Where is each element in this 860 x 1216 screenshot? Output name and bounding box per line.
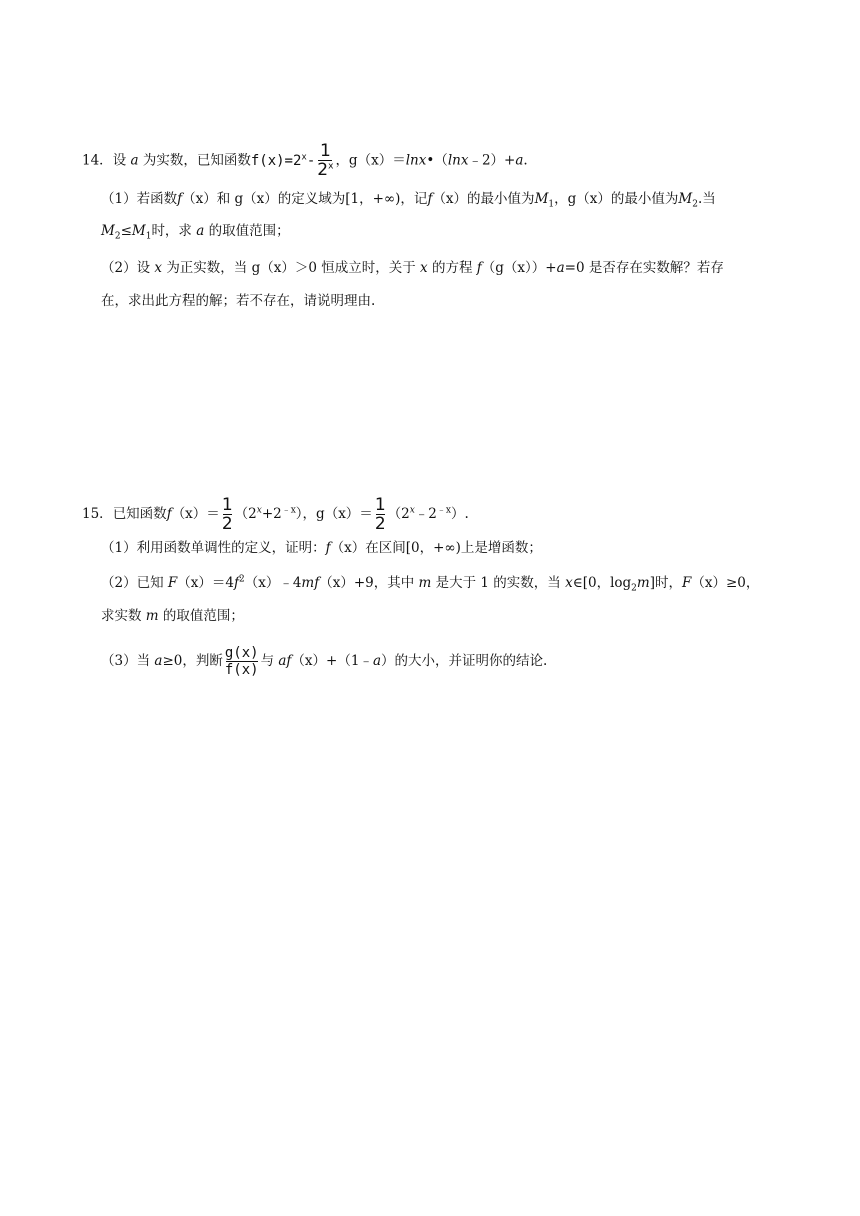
text-fragment: ）. xyxy=(450,506,469,522)
text-fragment: m xyxy=(636,575,650,591)
q15-f-half xyxy=(222,496,233,533)
text-fragment: （x）﹣4 xyxy=(244,575,302,591)
text-fragment: （1）利用函数单调性的定义，证明： xyxy=(101,540,326,556)
q14-part1-line2 xyxy=(101,222,290,240)
text-fragment: ﹣x xyxy=(281,505,296,516)
text-fragment: 1 xyxy=(221,495,233,515)
text-fragment: f xyxy=(233,575,239,591)
text-fragment: ），g（x）＝ xyxy=(295,506,373,522)
q15-part2-line2 xyxy=(101,607,244,625)
text-fragment: lnx xyxy=(405,152,427,169)
text-fragment: 在，求出此方程的解；若不存在，请说明理由. xyxy=(101,293,376,309)
text-fragment: a xyxy=(372,653,381,669)
text-fragment: （x）的最小值为 xyxy=(432,191,535,207)
text-fragment: 的方程 xyxy=(431,260,473,276)
text-fragment: （3）当 xyxy=(101,653,151,669)
text-fragment: x xyxy=(301,151,307,162)
q15-number: 15． xyxy=(82,506,113,522)
text-fragment: 1 xyxy=(319,141,331,161)
text-fragment: af xyxy=(278,653,292,669)
q15-part1 xyxy=(101,539,542,557)
text-fragment: f xyxy=(476,260,482,276)
text-fragment: .当 xyxy=(697,191,716,207)
q15-part3 xyxy=(101,645,547,678)
text-fragment: f(x) xyxy=(224,662,259,678)
text-fragment: 的取值范围； xyxy=(162,608,244,624)
text-fragment: 1 xyxy=(548,199,555,210)
text-fragment: f xyxy=(325,540,331,556)
text-fragment: - xyxy=(306,152,316,169)
text-fragment: M xyxy=(101,223,115,239)
text-fragment: F xyxy=(167,575,178,591)
text-fragment: （2）已知 xyxy=(101,575,164,591)
text-fragment: （x）＝ xyxy=(171,506,220,522)
text-fragment: 为正实数，当 g（x）＞0 恒成立时，关于 xyxy=(166,260,416,276)
text-fragment: ﹣2 xyxy=(414,506,437,522)
text-fragment: mf xyxy=(301,575,320,591)
text-fragment: ﹣2）+ xyxy=(468,152,516,169)
text-fragment: a xyxy=(130,152,139,169)
q14-number: 14． xyxy=(82,152,113,169)
q14-f-fraction xyxy=(317,142,333,179)
text-fragment: （x）和 g（x）的定义域为[1，+∞)，记 xyxy=(182,191,428,207)
text-fragment: x xyxy=(154,260,163,276)
text-fragment: =0 是否存在实数解？若存 xyxy=(564,260,724,276)
q15-ratio-fraction xyxy=(225,645,259,678)
text-fragment: （1）若函数 xyxy=(101,191,178,207)
text-fragment: a xyxy=(515,152,524,169)
text-fragment: 已知函数 xyxy=(112,506,167,522)
text-fragment: ）的大小，并证明你的结论. xyxy=(381,653,548,669)
text-fragment: 2 xyxy=(631,583,637,594)
text-fragment: 求实数 xyxy=(101,608,142,624)
q14-part1-line1 xyxy=(101,190,716,208)
text-fragment: ，g（x）＝ xyxy=(335,152,406,169)
text-fragment: 2 xyxy=(238,574,245,585)
text-fragment: a xyxy=(154,653,163,669)
text-fragment: ]时， xyxy=(649,575,682,591)
text-fragment: g(x) xyxy=(224,645,259,661)
text-fragment: （x）+9，其中 xyxy=(319,575,415,591)
text-fragment: M xyxy=(131,223,146,239)
text-fragment: m xyxy=(145,608,159,624)
text-fragment: x xyxy=(328,161,334,172)
text-fragment: （x）≥0， xyxy=(691,575,760,591)
q15-stem xyxy=(82,496,469,533)
text-fragment: •（ xyxy=(426,152,448,169)
text-fragment: M xyxy=(678,191,693,207)
text-fragment: F xyxy=(682,575,692,591)
q15-part2-line1 xyxy=(101,574,759,592)
text-fragment: 2 xyxy=(317,160,329,180)
text-fragment: 1 xyxy=(145,231,152,242)
text-fragment: 2 xyxy=(221,514,233,534)
text-fragment: ≥0，判断 xyxy=(162,653,223,669)
q14-stem xyxy=(82,142,528,179)
q15-g-half xyxy=(375,496,386,533)
text-fragment: f xyxy=(177,191,183,207)
text-fragment: （2 xyxy=(387,506,410,522)
text-fragment: a xyxy=(556,260,565,276)
text-fragment: x xyxy=(409,505,415,516)
text-fragment: ≤ xyxy=(120,223,132,239)
text-fragment: m xyxy=(418,575,432,591)
text-fragment: x xyxy=(565,575,573,591)
text-fragment: ∈[0，log xyxy=(572,575,632,591)
text-fragment: 2 xyxy=(692,199,698,210)
text-fragment: （x）＝4 xyxy=(177,575,234,591)
text-fragment: f(x)=2 xyxy=(250,152,302,169)
text-fragment: 与 xyxy=(260,653,275,669)
text-fragment: f xyxy=(427,191,433,207)
text-fragment: M xyxy=(534,191,549,207)
text-fragment: （2）设 xyxy=(101,260,151,276)
text-fragment: ﹣x xyxy=(436,505,451,516)
text-fragment: 2 xyxy=(114,231,121,242)
text-fragment: 的取值范围； xyxy=(208,223,290,239)
q14-f-formula xyxy=(250,141,336,180)
text-fragment: 2 xyxy=(374,514,386,534)
text-fragment: x xyxy=(420,260,428,276)
text-fragment: （g（x））+ xyxy=(481,260,557,276)
text-fragment: lnx xyxy=(447,152,469,169)
text-fragment: a xyxy=(196,223,205,239)
text-fragment: （x）+（1﹣ xyxy=(291,653,373,669)
text-fragment: 是大于 1 的实数，当 xyxy=(435,575,561,591)
text-fragment: （2 xyxy=(234,506,257,522)
text-fragment: . xyxy=(523,152,528,169)
q14-part2-line1 xyxy=(101,259,724,277)
text-fragment: 设 xyxy=(112,152,127,169)
text-fragment: f xyxy=(166,506,172,522)
text-fragment: 时，求 xyxy=(151,223,192,239)
text-fragment: （x）在区间[0，+∞)上是增函数； xyxy=(330,540,542,556)
text-fragment: 1 xyxy=(374,495,386,515)
text-fragment: ，g（x）的最小值为 xyxy=(554,191,679,207)
text-fragment: x xyxy=(256,505,262,516)
text-fragment: +2 xyxy=(261,506,282,522)
q14-part2-line2 xyxy=(101,292,375,310)
text-fragment: 为实数，已知函数 xyxy=(142,152,251,169)
